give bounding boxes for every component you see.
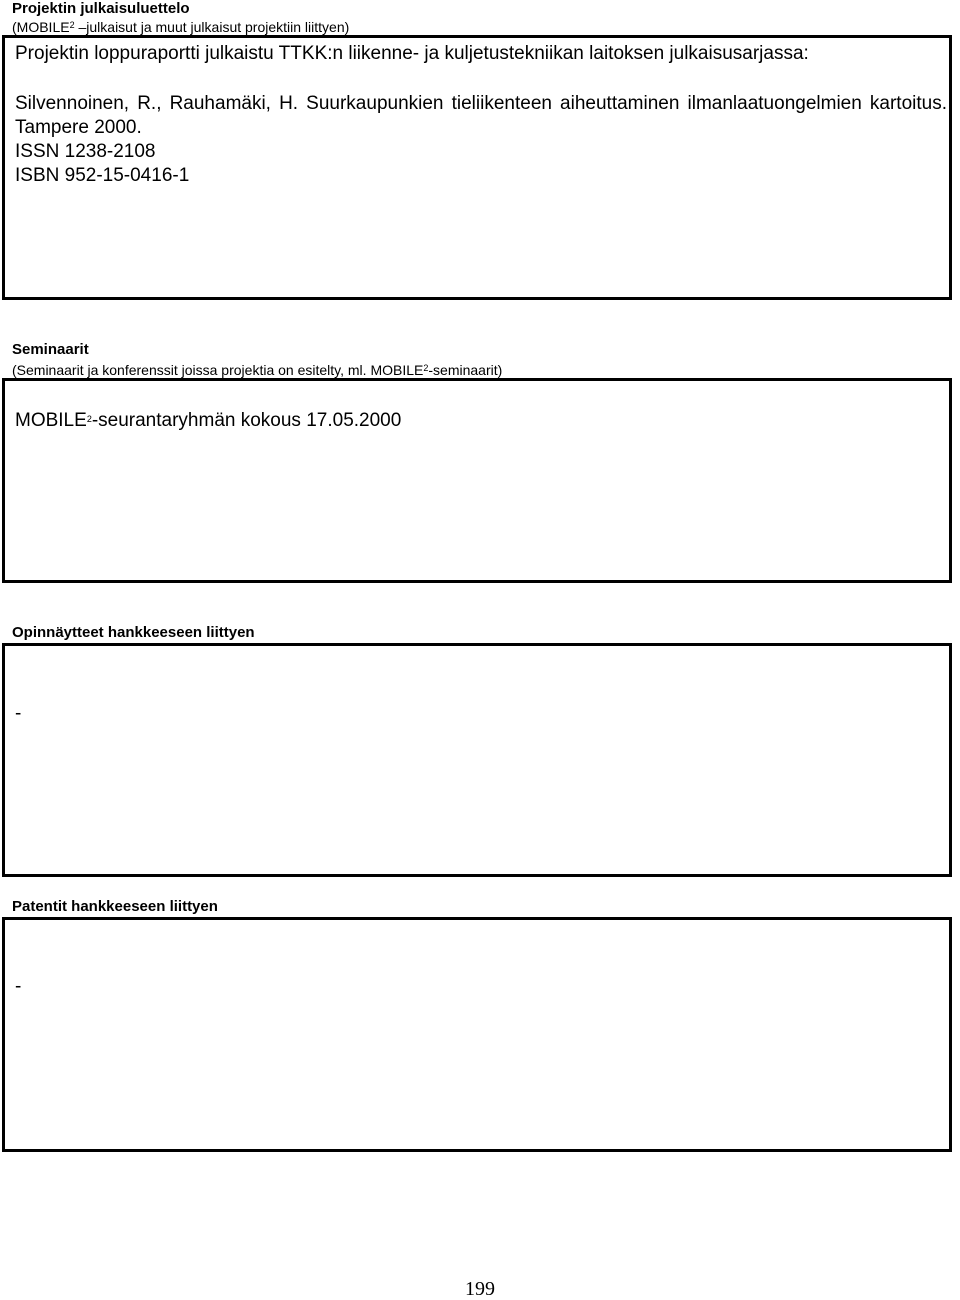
publications-content (15, 42, 947, 188)
publications-subheading (12, 19, 349, 35)
patents-box (2, 917, 952, 1152)
publications-issn: ISSN 1238-2108 (15, 141, 156, 162)
patents-heading: Patentit hankkeeseen liittyen (12, 898, 218, 915)
seminars-subheading-sup: 2 (423, 363, 429, 373)
publications-intro: Projektin loppuraportti julkaistu TTKK:n liikenne- ja kuljetustekniikan laitoksen julkaisusarjassa: (15, 43, 809, 64)
seminars-heading: Seminaarit (12, 341, 89, 358)
page-number: 199 (465, 1278, 495, 1300)
publications-subheading-prefix: (MOBILE (12, 19, 70, 35)
theses-box (2, 643, 952, 877)
theses-heading: Opinnäytteet hankkeeseen liittyen (12, 624, 255, 641)
seminars-subheading (12, 362, 502, 378)
publications-subheading-sup: 2 (69, 20, 75, 30)
publications-box (2, 35, 952, 300)
publications-heading: Projektin julkaisuluettelo (12, 0, 190, 17)
seminars-subheading-suffix: -seminaarit) (428, 362, 503, 378)
publications-isbn: ISBN 952-15-0416-1 (15, 165, 190, 186)
seminars-entry-sup: 2 (86, 414, 92, 424)
seminars-entry (15, 409, 401, 433)
seminars-entry-prefix: MOBILE (15, 410, 87, 431)
patents-content: - (15, 976, 22, 997)
publications-spacer (15, 66, 947, 92)
publications-subheading-suffix: –julkaisut ja muut julkaisut projektiin liittyen) (74, 19, 350, 35)
seminars-subheading-prefix: (Seminaarit ja konferenssit joissa projektia on esitelty, ml. MOBILE (12, 362, 424, 378)
seminars-entry-suffix: -seurantaryhmän kokous 17.05.2000 (91, 410, 402, 431)
publications-citation: Silvennoinen, R., Rauhamäki, H. Suurkaupunkien tieliikenteen aiheuttaminen ilmanlaatuongelmien kartoitus. Tampere 2000. (15, 93, 947, 138)
seminars-box (2, 378, 952, 583)
theses-content: - (15, 703, 22, 724)
